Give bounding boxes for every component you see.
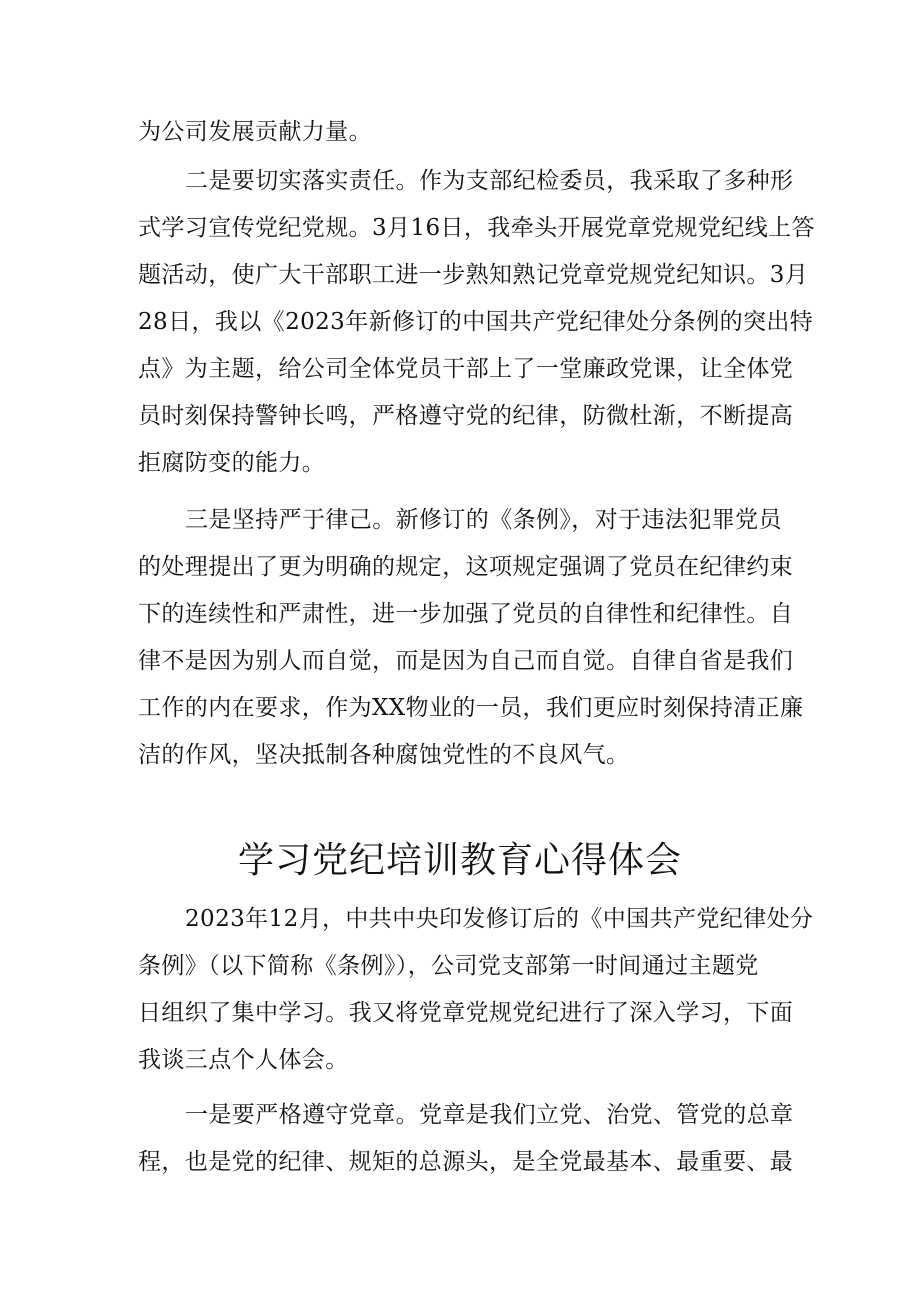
paragraph-line: 律不是因为别人而自觉，而是因为自己而自觉。自律自省是我们	[138, 648, 794, 674]
paragraph-line: 程，也是党的纪律、规矩的总源头，是全党最基本、最重要、最	[138, 1149, 794, 1175]
paragraph-line: 日组织了集中学习。我又将党章党规党纪进行了深入学习，下面	[138, 1000, 794, 1026]
paragraph-line: 下的连续性和严肃性，进一步加强了党员的自律性和纪律性。自	[138, 601, 794, 627]
paragraph-line: 员时刻保持警钟长鸣，严格遵守党的纪律，防微杜渐，不断提高	[138, 403, 794, 429]
paragraph-line: 为公司发展贡献力量。	[138, 119, 372, 145]
paragraph-line: 点》为主题，给公司全体党员干部上了一堂廉政党课，让全体党	[138, 356, 794, 382]
paragraph-line: 题活动，使广大干部职工进一步熟知熟记党章党规党纪知识。3月	[138, 262, 809, 288]
paragraph-line: 2023年12月，中共中央印发修订后的《中国共产党纪律处分	[185, 906, 814, 932]
paragraph-line: 我谈三点个人体会。	[138, 1047, 349, 1073]
paragraph-line: 拒腐防变的能力。	[138, 450, 326, 476]
paragraph-line: 的处理提出了更为明确的规定，这项规定强调了党员在纪律约束	[138, 554, 794, 580]
paragraph-line: 条例》（以下简称《条例》），公司党支部第一时间通过主题党	[138, 953, 759, 979]
paragraph-line: 工作的内在要求，作为XX物业的一员，我们更应时刻保持清正廉	[138, 695, 804, 721]
paragraph-line: 28日，我以《2023年新修订的中国共产党纪律处分条例的突出特	[138, 309, 814, 335]
paragraph-line: 式学习宣传党纪党规。3月16日，我牵头开展党章党规党纪线上答	[138, 215, 815, 241]
paragraph-line: 二是要切实落实责任。作为支部纪检委员，我采取了多种形	[185, 168, 794, 194]
paragraph-line: 三是坚持严于律己。新修订的《条例》，对于违法犯罪党员	[185, 507, 782, 533]
paragraph-line: 洁的作风，坚决抵制各种腐蚀党性的不良风气。	[138, 742, 630, 768]
document-title: 学习党纪培训教育心得体会	[237, 840, 682, 881]
paragraph-line: 一是要严格遵守党章。党章是我们立党、治党、管党的总章	[185, 1102, 794, 1128]
